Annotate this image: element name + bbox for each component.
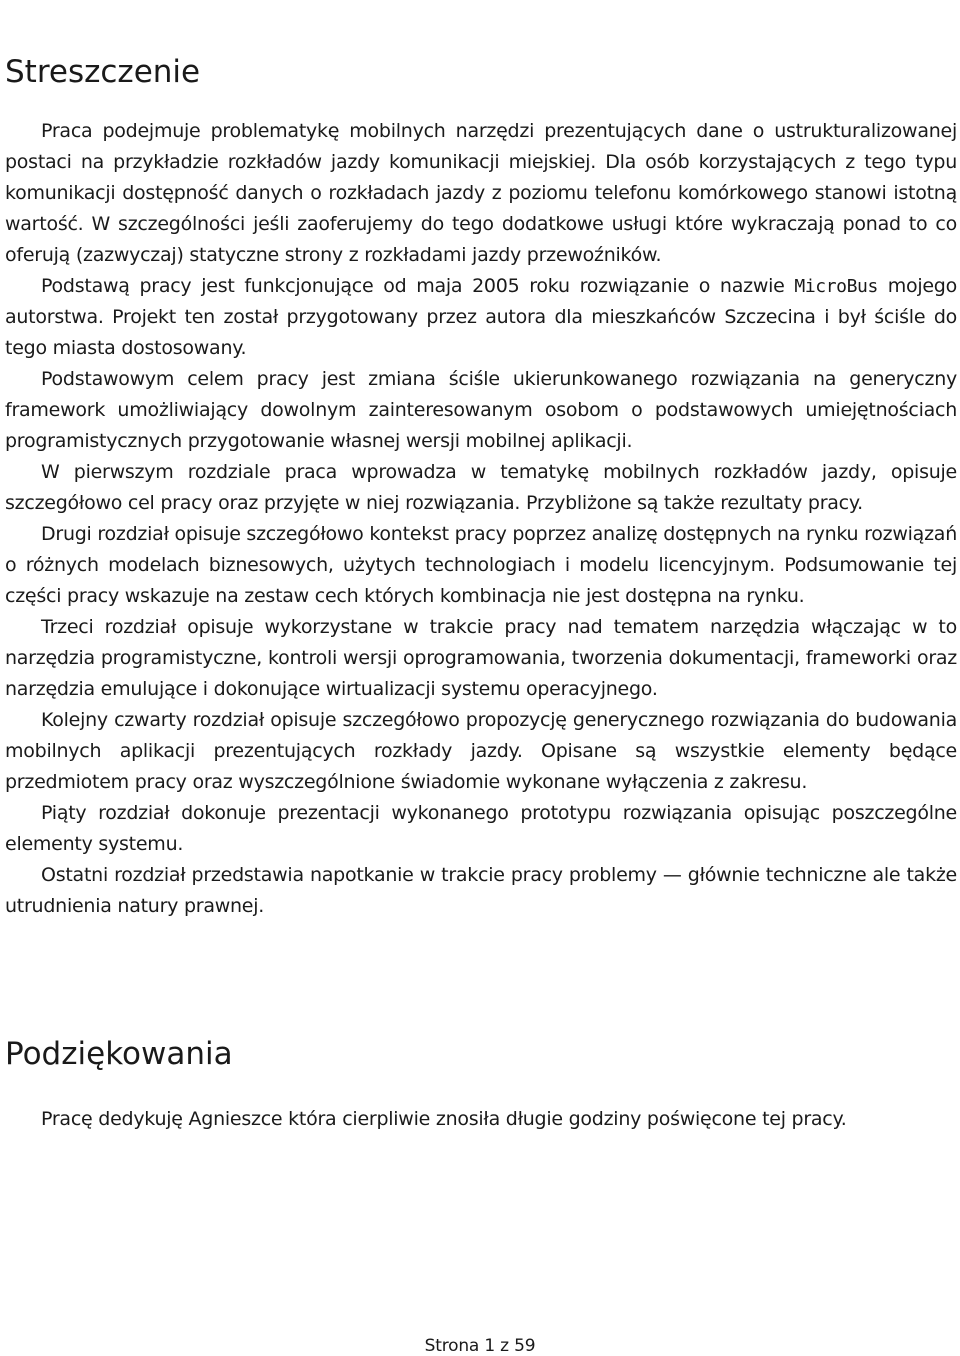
abstract-paragraph: Ostatni rozdział przedstawia napotkanie w trakcie pracy problemy — głównie techniczne ale także utrudnienia natury prawnej. [5,864,957,917]
abstract-heading: Streszczenie [5,54,201,90]
paragraph-text: mojego autorstwa. Projekt ten został przygotowany przez autora dla mieszkańców Szczecina i był ściśle do tego miasta dostosowany. [5,275,957,359]
project-name-code: MicroBus [794,276,878,297]
page-number: Strona 1 z 59 [424,1336,536,1356]
abstract-paragraph: Podstawowym celem pracy jest zmiana ściśle ukierunkowanego rozwiązania na generyczny framework umożliwiający dowolnym zainteresowanym osobom o podstawowych umiejętnościach programistycznych przygotowanie własnej wersji mobilnej aplikacji. [5,368,957,452]
abstract-paragraph: Trzeci rozdział opisuje wykorzystane w trakcie pracy nad tematem narzędzia włączając w to narzędzia programistyczne, kontroli wersji oprogramowania, tworzenia dokumentacji, frameworki oraz narzędzia emulujące i dokonujące wirtualizacji systemu operacyjnego. [5,616,957,700]
abstract-paragraph: W pierwszym rozdziale praca wprowadza w tematykę mobilnych rozkładów jazdy, opisuje szczegółowo cel pracy oraz przyjęte w niej rozwiązania. Przybliżone są także rezultaty pracy. [5,461,957,514]
acknowledgements-text: Pracę dedykuję Agnieszce która cierpliwie znosiła długie godziny poświęcone tej pracy. [41,1108,847,1130]
acknowledgements-heading: Podziękowania [5,1036,233,1072]
abstract-paragraph [5,271,957,364]
abstract-paragraph: Piąty rozdział dokonuje prezentacji wykonanego prototypu rozwiązania opisując poszczególne elementy systemu. [5,802,957,855]
paragraph-text: Podstawą pracy jest funkcjonujące od maja 2005 roku rozwiązanie o nazwie [41,275,795,297]
abstract-paragraph: Praca podejmuje problematykę mobilnych narzędzi prezentujących dane o ustrukturalizowanej postaci na przykładzie rozkładów jazdy komunikacji miejskiej. Dla osób korzystających z tego typu komunikacji dostępność danych o rozkładach jazdy z poziomu telefonu komórkowego stanowi istotną wartość. W szczególności jeśli zaoferujemy do tego dodatkowe usługi które wykraczają ponad to co oferują (zazwyczaj) statyczne strony z rozkładami jazdy przewoźników. [5,120,957,266]
abstract-body [5,116,957,922]
abstract-paragraph: Kolejny czwarty rozdział opisuje szczegółowo propozycję generycznego rozwiązania do budowania mobilnych aplikacji prezentujących rozkłady jazdy. Opisane są wszystkie elementy będące przedmiotem pracy oraz wyszczególnione świadomie wykonane wyłączenia z zakresu. [5,709,957,793]
abstract-paragraph: Drugi rozdział opisuje szczegółowo kontekst pracy poprzez analizę dostępnych na rynku rozwiązań o różnych modelach biznesowych, użytych technologiach i modelu licencyjnym. Podsumowanie tej części pracy wskazuje na zestaw cech których kombinacja nie jest dostępna na rynku. [5,523,957,607]
